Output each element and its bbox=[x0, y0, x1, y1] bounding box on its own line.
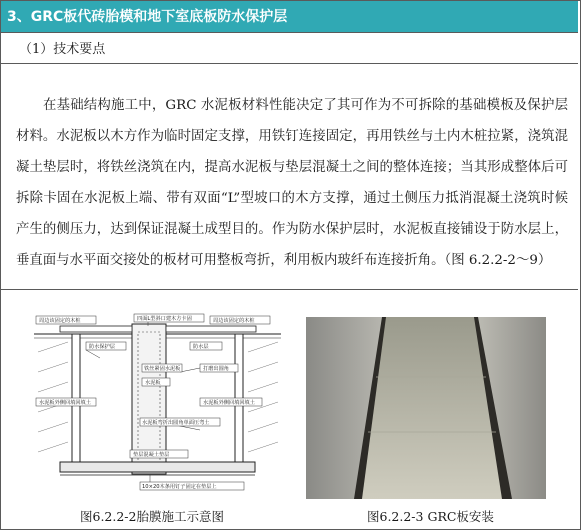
body-paragraph: 在基础结构施工中，GRC 水泥板材料性能决定了其可作为不可拆除的基础模板及保护层材料。水泥板以木方作为临时固定支撑，用铁钉连接固定，再用铁丝与土内木桩拉紧，浇筑混凝土垫层时，将铁丝浇筑在内，提高水泥板与垫层混凝土之间的整体连接；当其形成整体后可拆除卡固在水泥板上端、带有双面“L”型坡口的木方支撑，通过土侧压力抵消混凝土浇筑时候产生的侧压力，达到保证混凝土成型目的。作为防水保护层时，水泥板直接铺设于防水层上，垂直面与水平面交接处的板材可用整板弯折，利用板内玻纤布连接折角。（图 6.2.2-2～9） bbox=[16, 98, 568, 268]
label-bend-note: 水泥板弯折出圆角单面压弯土 bbox=[142, 420, 210, 426]
label-chamfer: 打磨出圆角 bbox=[203, 366, 229, 372]
grc-installation-photo bbox=[306, 317, 546, 499]
label-waterproof: 防水层 bbox=[193, 344, 209, 350]
tire-mold-diagram bbox=[30, 312, 285, 497]
label-right-fill: 水泥板外侧回填回填土 bbox=[203, 400, 255, 406]
label-right-top: 周边该固定的木桩 bbox=[213, 318, 255, 324]
label-top-center: 四面L型斜口建木方卡固 bbox=[137, 316, 192, 322]
section-subtitle: （1）技术要点 bbox=[1, 35, 578, 64]
right-figure-caption: 图6.2.2-3 GRC板安装 bbox=[367, 509, 494, 524]
label-waterproof-protect: 防水保护层 bbox=[89, 344, 115, 350]
label-bottom-note: 10×20木条用钉子固定在垫层上 bbox=[142, 484, 217, 490]
label-left-top: 周边该固定的木桩 bbox=[39, 318, 81, 324]
left-figure-caption: 图6.2.2-2胎膜施工示意图 bbox=[80, 509, 224, 524]
divider bbox=[1, 289, 578, 290]
label-cement-board: 水泥板 bbox=[145, 380, 161, 386]
label-left-fill: 水泥板外侧回填回填土 bbox=[39, 400, 91, 406]
label-wire: 铁丝紧固水泥板 bbox=[144, 366, 181, 372]
label-bottom-center: 垫层混凝土垫层 bbox=[133, 452, 170, 458]
section-title: 3、GRC板代砖胎模和地下室底板防水保护层 bbox=[1, 1, 578, 33]
